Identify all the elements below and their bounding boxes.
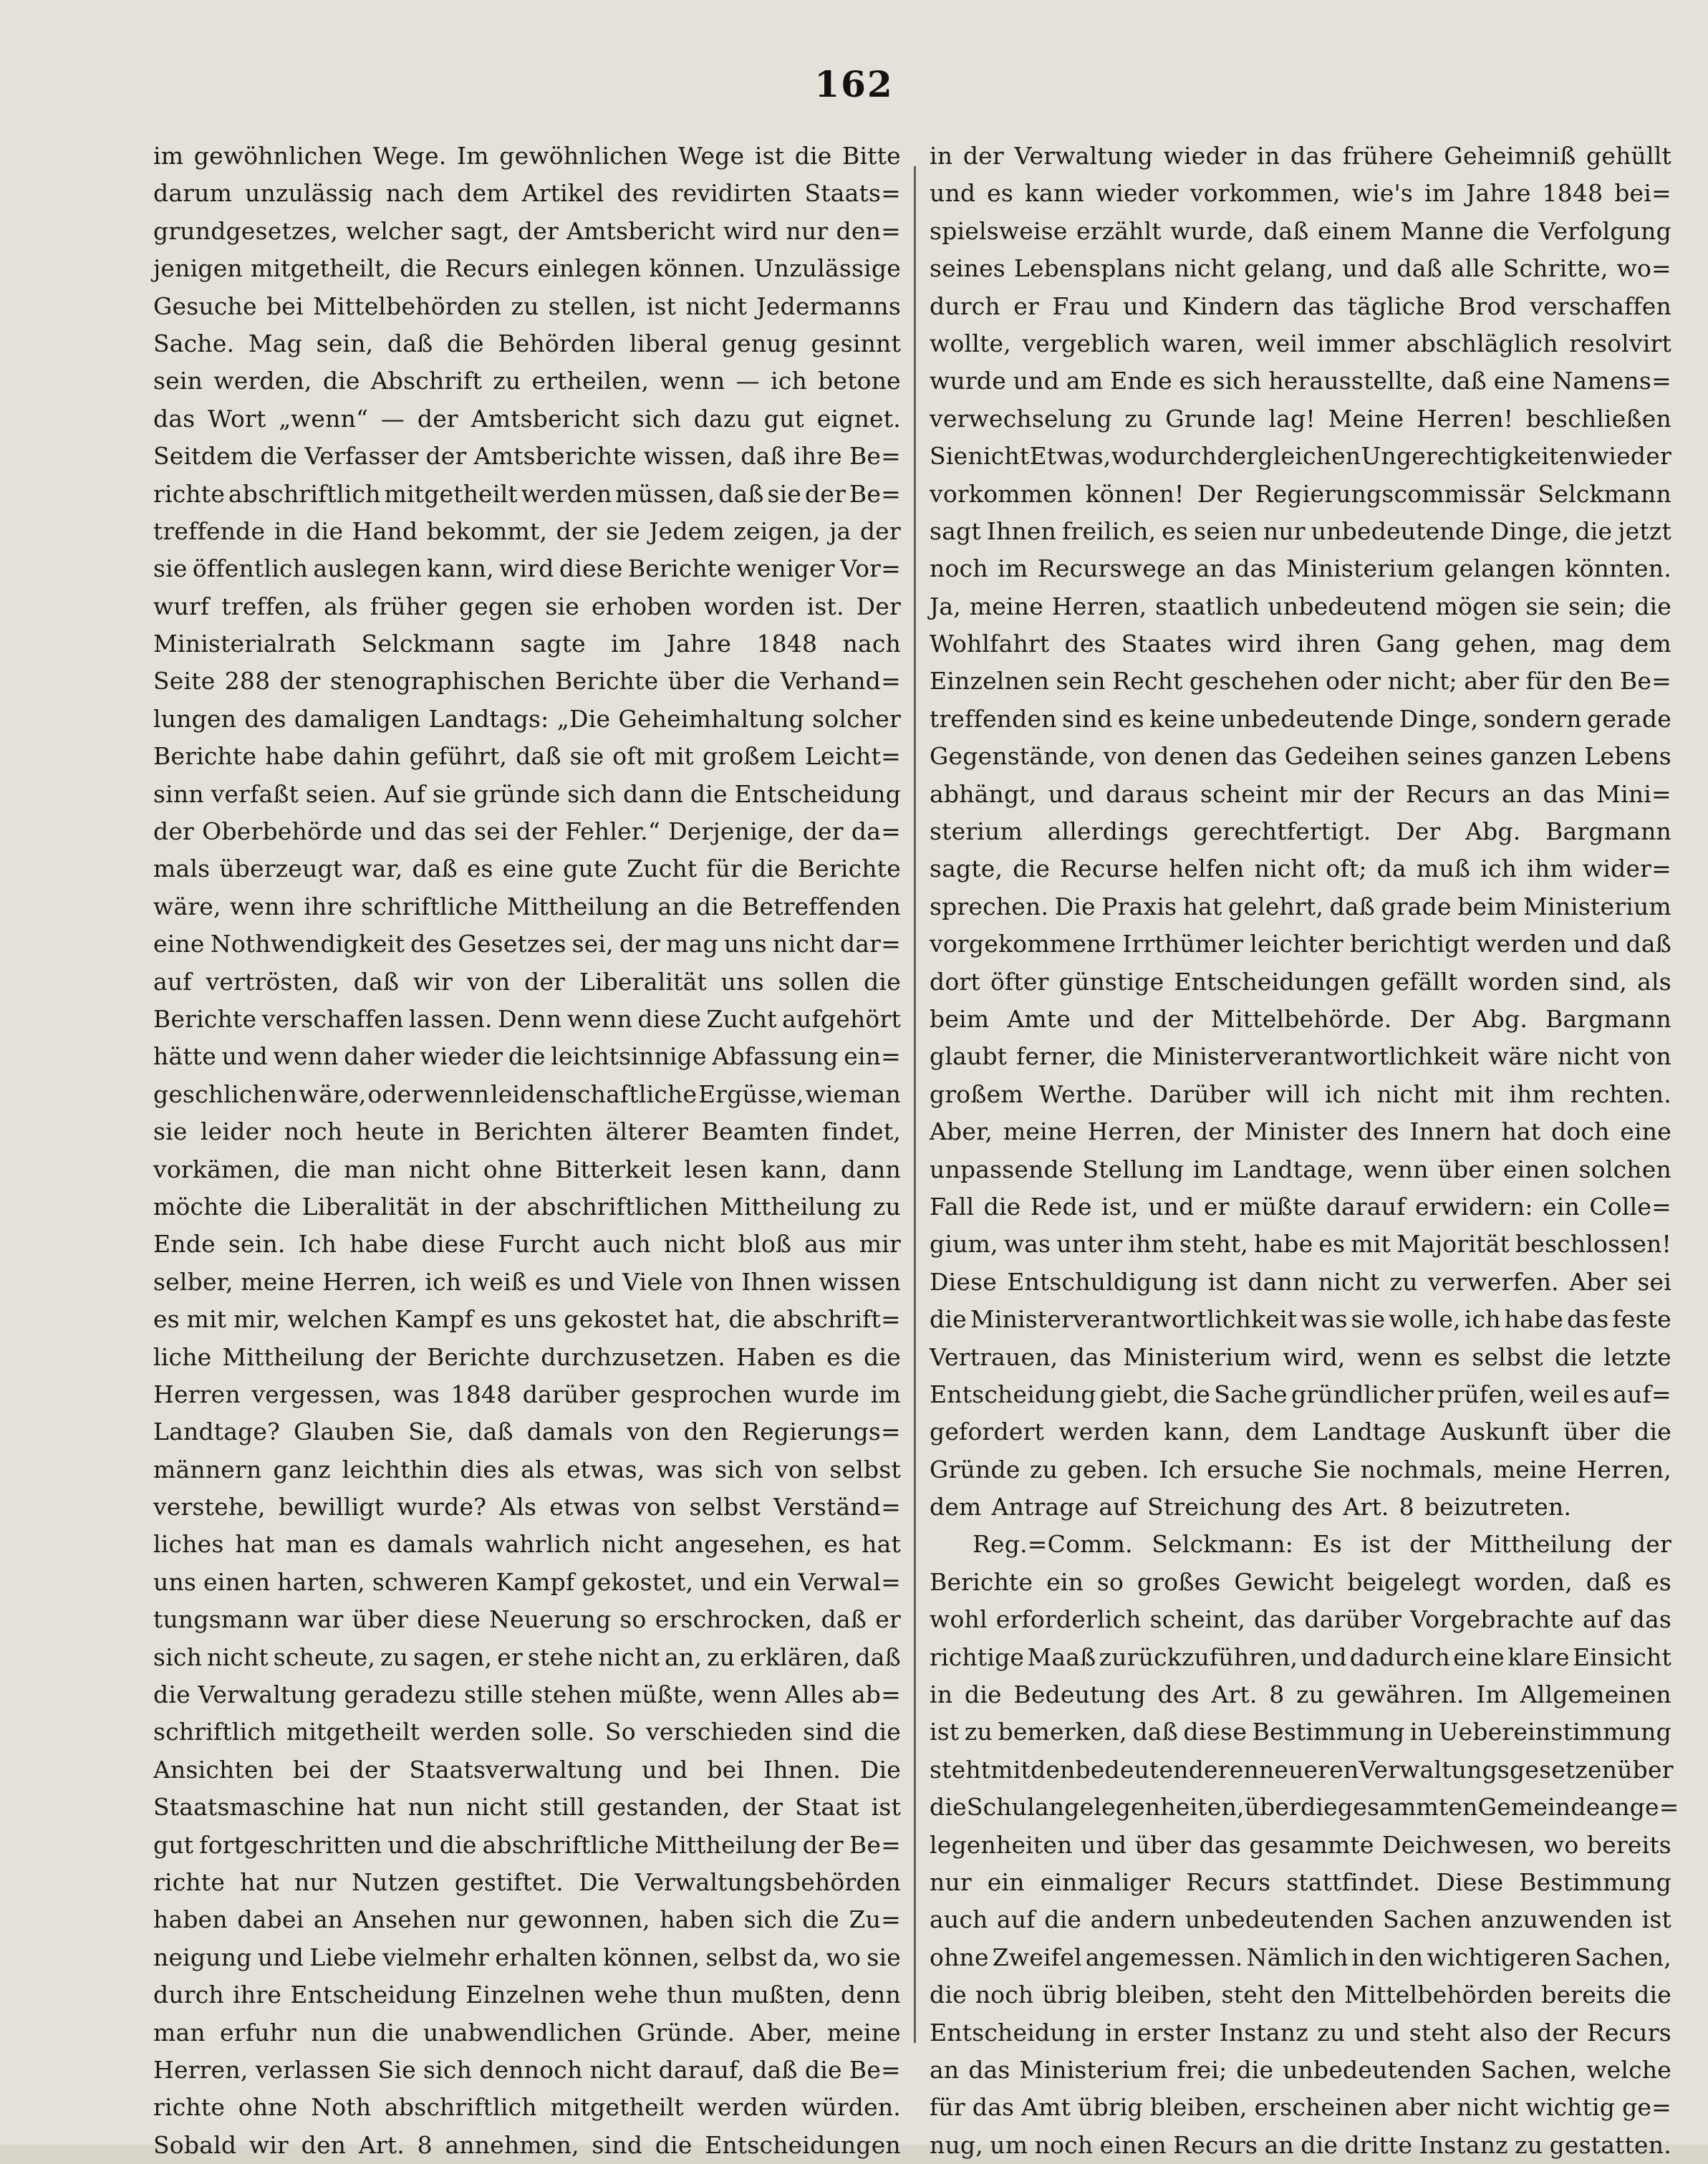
text-line: lungen des damaligen Landtags: „Die Geheimhaltung solcher xyxy=(153,704,901,733)
text-line: geschlichen wäre, oder wenn leidenschaftliche Ergüsse, wie man xyxy=(153,1079,901,1108)
text-line: Vertrauen, das Ministerium wird, wenn es selbst die letzte xyxy=(930,1342,1671,1371)
text-line: Berichte ein so großes Gewicht beigelegt worden, daß es xyxy=(930,1567,1671,1596)
text-line: durch ihre Entscheidung Einzelnen wehe thun mußten, denn xyxy=(153,1981,901,2009)
text-line: möchte die Liberalität in der abschriftlichen Mittheilung zu xyxy=(153,1192,901,1221)
right-column xyxy=(930,138,1679,2159)
text-line: Berichte verschaffen lassen. Denn wenn diese Zucht aufgehört xyxy=(153,1004,901,1033)
text-line: in der Verwaltung wieder in das frühere Geheimniß gehüllt xyxy=(930,142,1671,170)
text-line: der Oberbehörde und das sei der Fehler.“ Derjenige, der da= xyxy=(153,817,901,846)
text-line: Gesuche bei Mittelbehörden zu stellen, ist nicht Jedermanns xyxy=(153,292,901,320)
text-line: richtige Maaß zurückzuführen, und dadurch eine klare Einsicht xyxy=(930,1643,1671,1671)
text-line: nug, um noch einen Recurs an die dritte Instanz zu gestatten. xyxy=(930,2130,1671,2159)
text-line: wäre, wenn ihre schriftliche Mittheilung an die Betreffenden xyxy=(153,892,901,920)
text-line: vorkommen können! Der Regierungscommissär Selckmann xyxy=(930,479,1671,508)
text-line: sterium allerdings gerechtfertigt. Der Abg. Bargmann xyxy=(930,817,1671,846)
text-line: sie leider noch heute in Berichten älterer Beamten findet, xyxy=(153,1117,901,1146)
text-line: Sache. Mag sein, daß die Behörden liberal genug gesinnt xyxy=(153,329,901,357)
text-line: auf vertrösten, daß wir von der Liberalität uns sollen die xyxy=(153,967,901,996)
text-line: an das Ministerium frei; die unbedeutenden Sachen, welche xyxy=(930,2055,1671,2084)
text-line: haben dabei an Ansehen nur gewonnen, haben sich die Zu= xyxy=(153,1905,901,1934)
text-line: Einzelnen sein Recht geschehen oder nicht; aber für den Be= xyxy=(930,667,1671,696)
text-line: durch er Frau und Kindern das tägliche Brod verschaffen xyxy=(930,292,1671,320)
text-line: Ende sein. Ich habe diese Furcht auch nicht bloß aus mir xyxy=(153,1230,901,1259)
text-line: Gründe zu geben. Ich ersuche Sie nochmals, meine Herren, xyxy=(930,1455,1671,1483)
text-line: schriftlich mitgetheilt werden solle. So verschieden sind die xyxy=(153,1718,901,1746)
text-line: wohl erforderlich scheint, das darüber Vorgebrachte auf das xyxy=(930,1605,1671,1634)
column-divider xyxy=(914,166,916,2043)
text-line: legenheiten und über das gesammte Deichwesen, wo bereits xyxy=(930,1830,1671,1859)
text-line: hätte und wenn daher wieder die leichtsinnige Abfassung ein= xyxy=(153,1042,901,1071)
text-line: im gewöhnlichen Wege. Im gewöhnlichen Wege ist die Bitte xyxy=(153,142,901,170)
text-line: glaubt ferner, die Ministerverantwortlichkeit wäre nicht von xyxy=(930,1042,1671,1071)
text-line: dort öfter günstige Entscheidungen gefällt worden sind, als xyxy=(930,967,1671,996)
text-line: Ansichten bei der Staatsverwaltung und bei Ihnen. Die xyxy=(153,1755,901,1784)
text-line: in die Bedeutung des Art. 8 zu gewähren. Im Allgemeinen xyxy=(930,1680,1671,1709)
text-line: sich nicht scheute, zu sagen, er stehe nicht an, zu erklären, daß xyxy=(153,1643,901,1671)
text-line: vorgekommene Irrthümer leichter berichtigt werden und daß xyxy=(930,930,1671,958)
text-line: wollte, vergeblich waren, weil immer abschläglich resolvirt xyxy=(930,329,1671,357)
text-line: grundgesetzes, welcher sagt, der Amtsbericht wird nur den= xyxy=(153,216,901,245)
text-line: Ministerialrath Selckmann sagte im Jahre 1848 nach xyxy=(153,630,901,658)
text-line: Gegenstände, von denen das Gedeihen seines ganzen Lebens xyxy=(930,742,1671,771)
text-line: Landtage? Glauben Sie, daß damals von den Regierungs= xyxy=(153,1418,901,1446)
text-line: eine Nothwendigkeit des Gesetzes sei, der mag uns nicht dar= xyxy=(153,930,901,958)
text-line: Seitdem die Verfasser der Amtsberichte wissen, daß ihre Be= xyxy=(153,442,901,471)
text-line: Wohlfahrt des Staates wird ihren Gang gehen, mag dem xyxy=(930,630,1671,658)
text-line: richte abschriftlich mitgetheilt werden müssen, daß sie der Be= xyxy=(153,479,901,508)
text-line: spielsweise erzählt wurde, daß einem Manne die Verfolgung xyxy=(930,216,1671,245)
text-line: sein werden, die Abschrift zu ertheilen, wenn — ich betone xyxy=(153,367,901,395)
text-line: männern ganz leichthin dies als etwas, was sich von selbst xyxy=(153,1455,901,1483)
text-line: Ja, meine Herren, staatlich unbedeutend mögen sie sein; die xyxy=(930,592,1671,620)
text-line: unpassende Stellung im Landtage, wenn über einen solchen xyxy=(930,1155,1671,1183)
text-line: sie öffentlich auslegen kann, wird diese Berichte weniger Vor= xyxy=(153,554,901,583)
text-line: sagte, die Recurse helfen nicht oft; da muß ich ihm wider= xyxy=(930,855,1671,883)
text-line: verstehe, bewilligt wurde? Als etwas von selbst Verständ= xyxy=(153,1493,901,1521)
text-line: liche Mittheilung der Berichte durchzusetzen. Haben es die xyxy=(153,1342,901,1371)
text-line: vorkämen, die man nicht ohne Bitterkeit lesen kann, dann xyxy=(153,1155,901,1183)
text-line: tungsmann war über diese Neuerung so erschrocken, daß er xyxy=(153,1605,901,1634)
text-line: sinn verfaßt seien. Auf sie gründe sich dann die Entscheidung xyxy=(153,779,901,808)
text-line: gut fortgeschritten und die abschriftliche Mittheilung der Be= xyxy=(153,1830,901,1859)
text-line: gium, was unter ihm steht, habe es mit Majorität beschlossen! xyxy=(930,1230,1671,1259)
text-line: dem Antrage auf Streichung des Art. 8 beizutreten. xyxy=(930,1493,1572,1521)
text-line: Seite 288 der stenographischen Berichte über die Verhand= xyxy=(153,667,901,696)
text-line: die Schulangelegenheiten, über die gesammten Gemeindeange= xyxy=(930,1793,1679,1822)
text-line: Sobald wir den Art. 8 annehmen, sind die Entscheidungen xyxy=(153,2130,901,2159)
text-line: Herren, verlassen Sie sich dennoch nicht darauf, daß die Be= xyxy=(153,2055,901,2084)
text-line: Entscheidung giebt, die Sache gründlicher prüfen, weil es auf= xyxy=(930,1380,1671,1408)
text-line: nur ein einmaliger Recurs stattfindet. Diese Bestimmung xyxy=(930,1867,1671,1896)
text-line: das Wort „wenn“ — der Amtsbericht sich dazu gut eignet. xyxy=(153,404,901,433)
text-line: die Verwaltung geradezu stille stehen müßte, wenn Alles ab= xyxy=(153,1680,901,1709)
text-line: Aber, meine Herren, der Minister des Innern hat doch eine xyxy=(930,1117,1671,1146)
text-line: noch im Recurswege an das Ministerium gelangen könnten. xyxy=(930,554,1671,583)
text-line: Diese Entschuldigung ist dann nicht zu verwerfen. Aber sei xyxy=(930,1267,1671,1296)
text-line: ohne Zweifel angemessen. Nämlich in den wichtigeren Sachen, xyxy=(930,1943,1671,1971)
text-line: großem Werthe. Darüber will ich nicht mit ihm rechten. xyxy=(930,1079,1671,1108)
text-line: Berichte habe dahin geführt, daß sie oft mit großem Leicht= xyxy=(153,742,901,771)
text-line: treffenden sind es keine unbedeutende Dinge, sondern gerade xyxy=(930,704,1671,733)
text-line: Reg.=Comm. Selckmann: Es ist der Mittheilung der xyxy=(973,1530,1671,1559)
text-line: abhängt, und daraus scheint mir der Recurs an das Mini= xyxy=(930,779,1671,808)
left-column xyxy=(153,138,901,2159)
text-line: steht mit den bedeutenderen neueren Verwaltungsgesetzen über xyxy=(930,1755,1674,1784)
text-line: man erfuhr nun die unabwendlichen Gründe. Aber, meine xyxy=(153,2018,901,2047)
text-line: mals überzeugt war, daß es eine gute Zucht für die Berichte xyxy=(153,855,901,883)
text-line: liches hat man es damals wahrlich nicht angesehen, es hat xyxy=(153,1530,901,1559)
text-line: für das Amt übrig bleiben, erscheinen aber nicht wichtig ge= xyxy=(930,2093,1671,2122)
text-line: wurf treffen, als früher gegen sie erhoben worden ist. Der xyxy=(153,592,901,620)
text-line: gefordert werden kann, dem Landtage Auskunft über die xyxy=(930,1418,1671,1446)
text-line: Staatsmaschine hat nun nicht still gestanden, der Staat ist xyxy=(153,1793,901,1822)
text-line: treffende in die Hand bekommt, der sie Jedem zeigen, ja der xyxy=(153,516,901,545)
text-line: auch auf die andern unbedeutenden Sachen anzuwenden ist xyxy=(930,1905,1671,1934)
page-number: 162 xyxy=(814,63,894,105)
text-line: wurde und am Ende es sich herausstellte, daß eine Namens= xyxy=(930,367,1671,395)
text-line: es mit mir, welchen Kampf es uns gekostet hat, die abschrift= xyxy=(153,1305,901,1334)
text-line: verwechselung zu Grunde lag! Meine Herren! beschließen xyxy=(930,404,1671,433)
text-line: und es kann wieder vorkommen, wie's im Jahre 1848 bei= xyxy=(930,179,1671,208)
text-line: Herren vergessen, was 1848 darüber gesprochen wurde im xyxy=(153,1380,901,1408)
text-line: darum unzulässig nach dem Artikel des revidirten Staats= xyxy=(153,179,901,208)
text-line: beim Amte und der Mittelbehörde. Der Abg. Bargmann xyxy=(930,1004,1671,1033)
text-line: sagt Ihnen freilich, es seien nur unbedeutende Dinge, die jetzt xyxy=(930,516,1671,545)
text-line: die Ministerverantwortlichkeit was sie wolle, ich habe das feste xyxy=(930,1305,1671,1334)
text-line: seines Lebensplans nicht gelang, und daß alle Schritte, wo= xyxy=(930,254,1671,283)
text-line: sprechen. Die Praxis hat gelehrt, daß grade beim Ministerium xyxy=(930,892,1671,920)
text-line: Entscheidung in erster Instanz zu und steht also der Recurs xyxy=(930,2018,1671,2047)
text-line: jenigen mitgetheilt, die Recurs einlegen können. Unzulässige xyxy=(153,254,901,283)
text-line: Fall die Rede ist, und er müßte darauf erwidern: ein Colle= xyxy=(930,1192,1671,1221)
text-line: richte hat nur Nutzen gestiftet. Die Verwaltungsbehörden xyxy=(153,1867,901,1896)
text-line: richte ohne Noth abschriftlich mitgetheilt werden würden. xyxy=(153,2093,901,2122)
text-line: Sie nicht Etwas, wodurch dergleichen Ungerechtigkeiten wieder xyxy=(930,442,1671,471)
text-line: selber, meine Herren, ich weiß es und Viele von Ihnen wissen xyxy=(153,1267,901,1296)
text-line: neigung und Liebe vielmehr erhalten können, selbst da, wo sie xyxy=(153,1943,901,1971)
text-line: ist zu bemerken, daß diese Bestimmung in Uebereinstimmung xyxy=(930,1718,1671,1746)
text-line: uns einen harten, schweren Kampf gekostet, und ein Verwal= xyxy=(153,1567,901,1596)
text-line: die noch übrig bleiben, steht den Mittelbehörden bereits die xyxy=(930,1981,1671,2009)
